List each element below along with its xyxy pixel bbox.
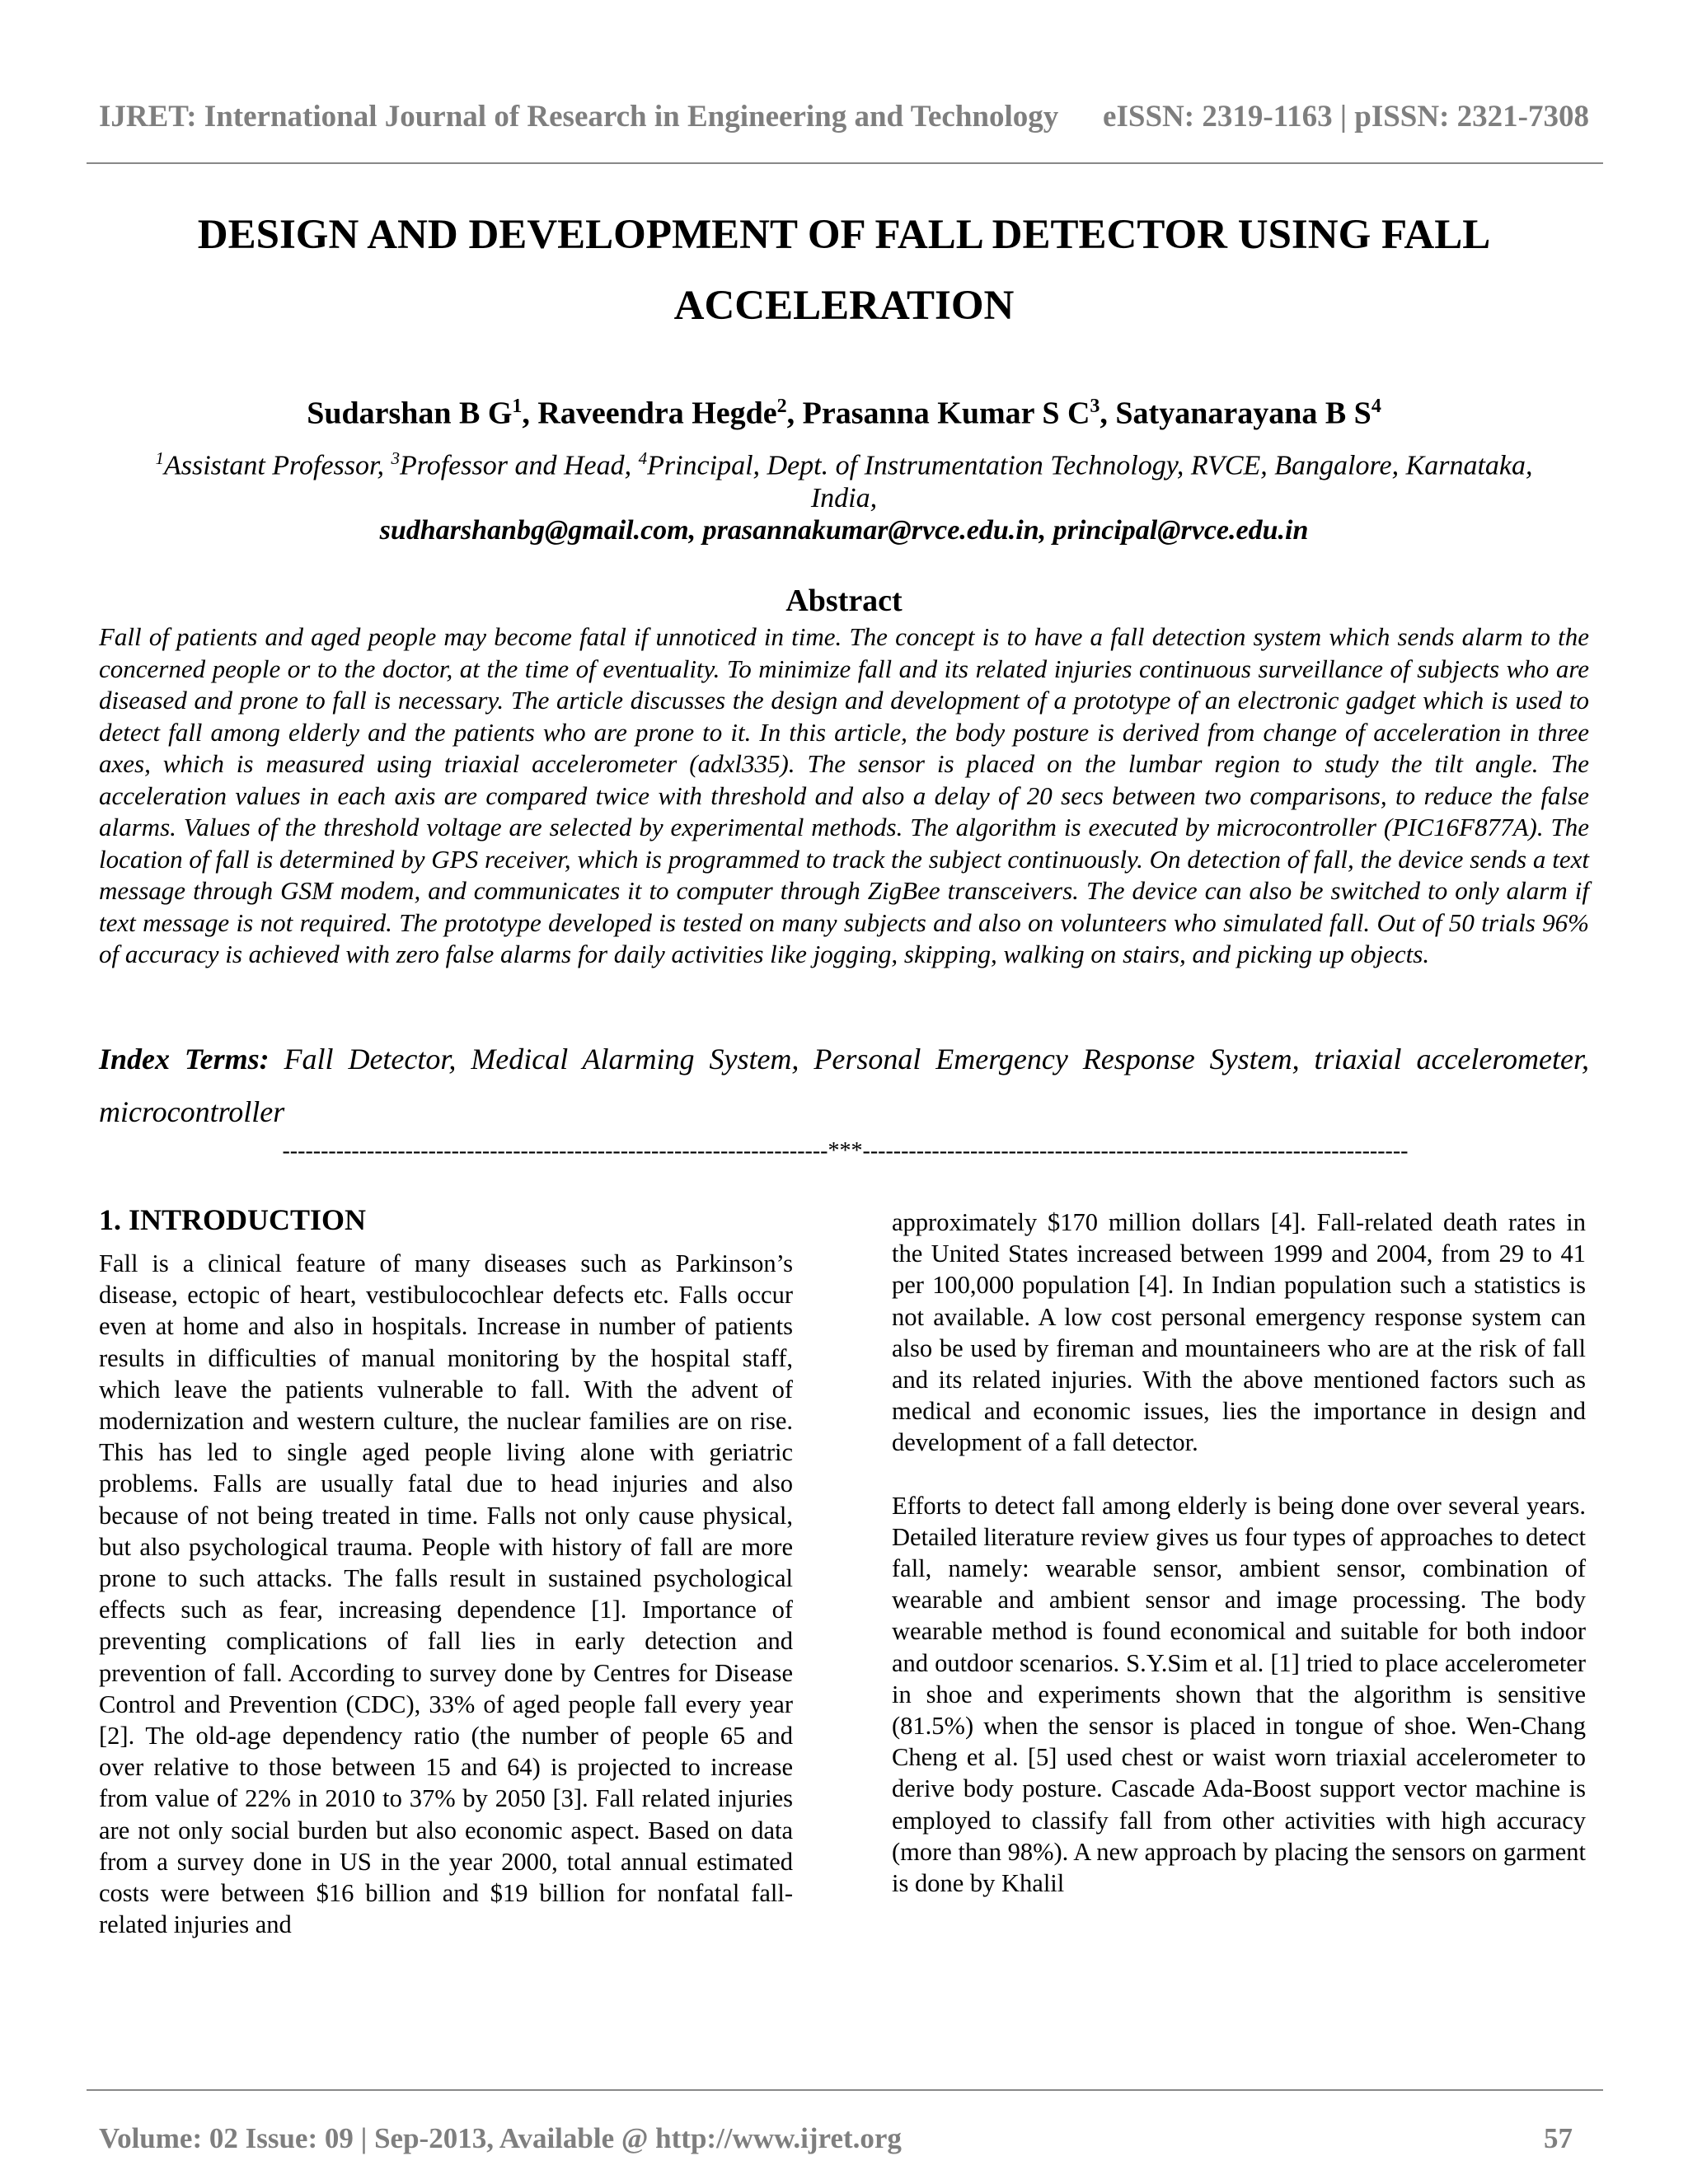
affiliation-mark: 1 [155,448,164,468]
footer-rule [87,2089,1603,2091]
journal-name: IJRET: International Journal of Research in Engineering and Technology [99,100,1059,134]
author-emails: sudharshanbg@gmail.com, prasannakumar@rvce.edu.in, principal@rvce.edu.in [379,515,1309,546]
left-column [99,1202,793,1940]
section-heading: 1. INTRODUCTION [99,1203,367,1236]
affiliation [132,442,1556,515]
body-paragraph: Efforts to detect fall among elderly is being done over several years. Detailed literature review gives us four types of approaches to detect fall, namely: wearable sensor, ambient sensor, combination of wearable and ambient sensor and image processing. The body wearable method is found economical and suitable for both indoor and outdoor scenarios. S.Y.Sim et al. [1] tried to place accelerometer in shoe and experiments shown that the algorithm is sensitive (81.5%) when the sensor is placed in tongue of shoe. Wen-Chang Cheng et al. [5] used chest or waist worn triaxial accelerometer to derive body posture. Cascade Ada-Boost support vector machine is employed to classify fall from other activities with high accuracy (more than 98%). A new approach by placing the sensors on garment is done by Khalil [892,1491,1586,1898]
affiliation-mark: 4 [638,448,648,468]
author-list [99,387,1589,433]
abstract-text: Fall of patients and aged people may become fatal if unnoticed in time. The concept is to have a fall detection system which sends alarm to the concerned people or to the doctor, at the time of eventuality. To minimize fall and its related injuries continuous surveillance of subjects who are diseased and prone to fall is necessary. The article discusses the design and development of a prototype of an electronic gadget which is used to detect fall among elderly and the patients who are prone to it. In this article, the body posture is derived from change of acceleration in three axes, which is measured using triaxial accelerometer (adxl335). The sensor is placed on the lumbar region to study the tilt angle. The acceleration values in each axis are compared twice with threshold and also a delay of 20 secs between two comparisons, to reduce the false alarms. Values of the threshold voltage are selected by experimental methods. The algorithm is executed by microcontroller (PIC16F877A). The location of fall is determined by GPS receiver, which is programmed to track the subject continuously. On detection of fall, the device sends a text message through GSM modem, and communicates it to computer through ZigBee transceivers. The device can also be switched to only alarm if text message is not required. The prototype developed is tested on many subjects and also on volunteers who simulated fall. Out of 50 trials 96% of accuracy is achieved with zero false alarms for daily activities like jogging, skipping, walking on stairs, and picking up objects. [99,622,1589,968]
author-affiliation-mark: 3 [1090,396,1100,417]
body-paragraph: Fall is a clinical feature of many diseases such as Parkinson’s disease, ectopic of heart, vestibulocochlear defects etc. Falls occur even at home and also in hospitals. Increase in number of patients results in difficulties of manual monitoring by the hospital staff, which leave the patients vulnerable to fall. With the advent of modernization and western culture, the nuclear families are on rise. This has led to single aged people living alone with geriatric problems. Falls are usually fatal due to head injuries and also because of not being treated in time. Falls not only cause physical, but also psychological trauma. People with history of fall are more prone to such attacks. The falls result in sustained psychological effects such as fear, increasing dependence [1]. Importance of preventing complications of fall lies in early detection and prevention of fall. According to survey done by Centres for Disease Control and Prevention (CDC), 33% of aged people fall every year [2]. The old-age dependency ratio (the number of people 65 and over relative to those between 15 and 64) is projected to increase from value of 22% in 2010 to 37% by 2050 [3]. Fall related injuries are not only social burden but also economic aspect. Based on data from a survey done in US in the year 2000, total annual estimated costs were between $16 billion and $19 billion for nonfatal fall-related injuries and [99,1249,793,1939]
author-name: Prasanna Kumar S C [802,396,1090,431]
running-header [99,99,1589,134]
paper-title: DESIGN AND DEVELOPMENT OF FALL DETECTOR USING FALL ACCELERATION [197,212,1491,329]
author-affiliation-mark: 4 [1371,396,1381,417]
section-separator: -----------------------------------------------------------------------***----------------------------------------------------------------------- [282,1138,1409,1164]
affiliation-role: Professor and Head, [399,450,639,481]
affiliation-mark: 3 [391,448,400,468]
index-terms-text: Fall Detector, Medical Alarming System, Personal Emergency Response System, triaxial accelerometer, microcontroller [99,1043,1590,1128]
page-footer [99,2122,1573,2155]
author-name: Satyanarayana B S [1115,396,1372,431]
affiliation-role: Assistant Professor, [163,450,392,481]
header-rule [87,162,1603,164]
index-terms-label: Index Terms: [99,1043,270,1076]
author-separator: , [1100,396,1116,431]
page-number: 57 [1544,2122,1573,2154]
author-name: Raveendra Hegde [537,396,777,431]
issn-numbers: eISSN: 2319-1163 | pISSN: 2321-7308 [1103,100,1589,134]
author-separator: , [786,396,803,431]
affiliation-text: Principal, Dept. of Instrumentation Technology, RVCE, Bangalore, Karnataka, India, [647,450,1533,514]
author-affiliation-mark: 2 [776,396,787,417]
author-name: Sudarshan B G [307,396,513,431]
right-column [892,1207,1586,1899]
index-terms [99,1033,1589,1138]
footer-volume-info: Volume: 02 Issue: 09 | Sep-2013, Available @ http://www.ijret.org [99,2122,902,2154]
author-separator: , [522,396,538,431]
abstract-heading: Abstract [785,583,903,618]
author-affiliation-mark: 1 [512,396,523,417]
body-paragraph: approximately $170 million dollars [4]. Fall-related death rates in the United States increased between 1999 and 2004, from 29 to 41 per 100,000 population [4]. In Indian population such a statistics is not available. A low cost personal emergency response system can also be used by fireman and mountaineers who are at the risk of fall and its related injuries. With the above mentioned factors such as medical and economic issues, lies the importance in design and development of a fall detector. [892,1208,1586,1457]
